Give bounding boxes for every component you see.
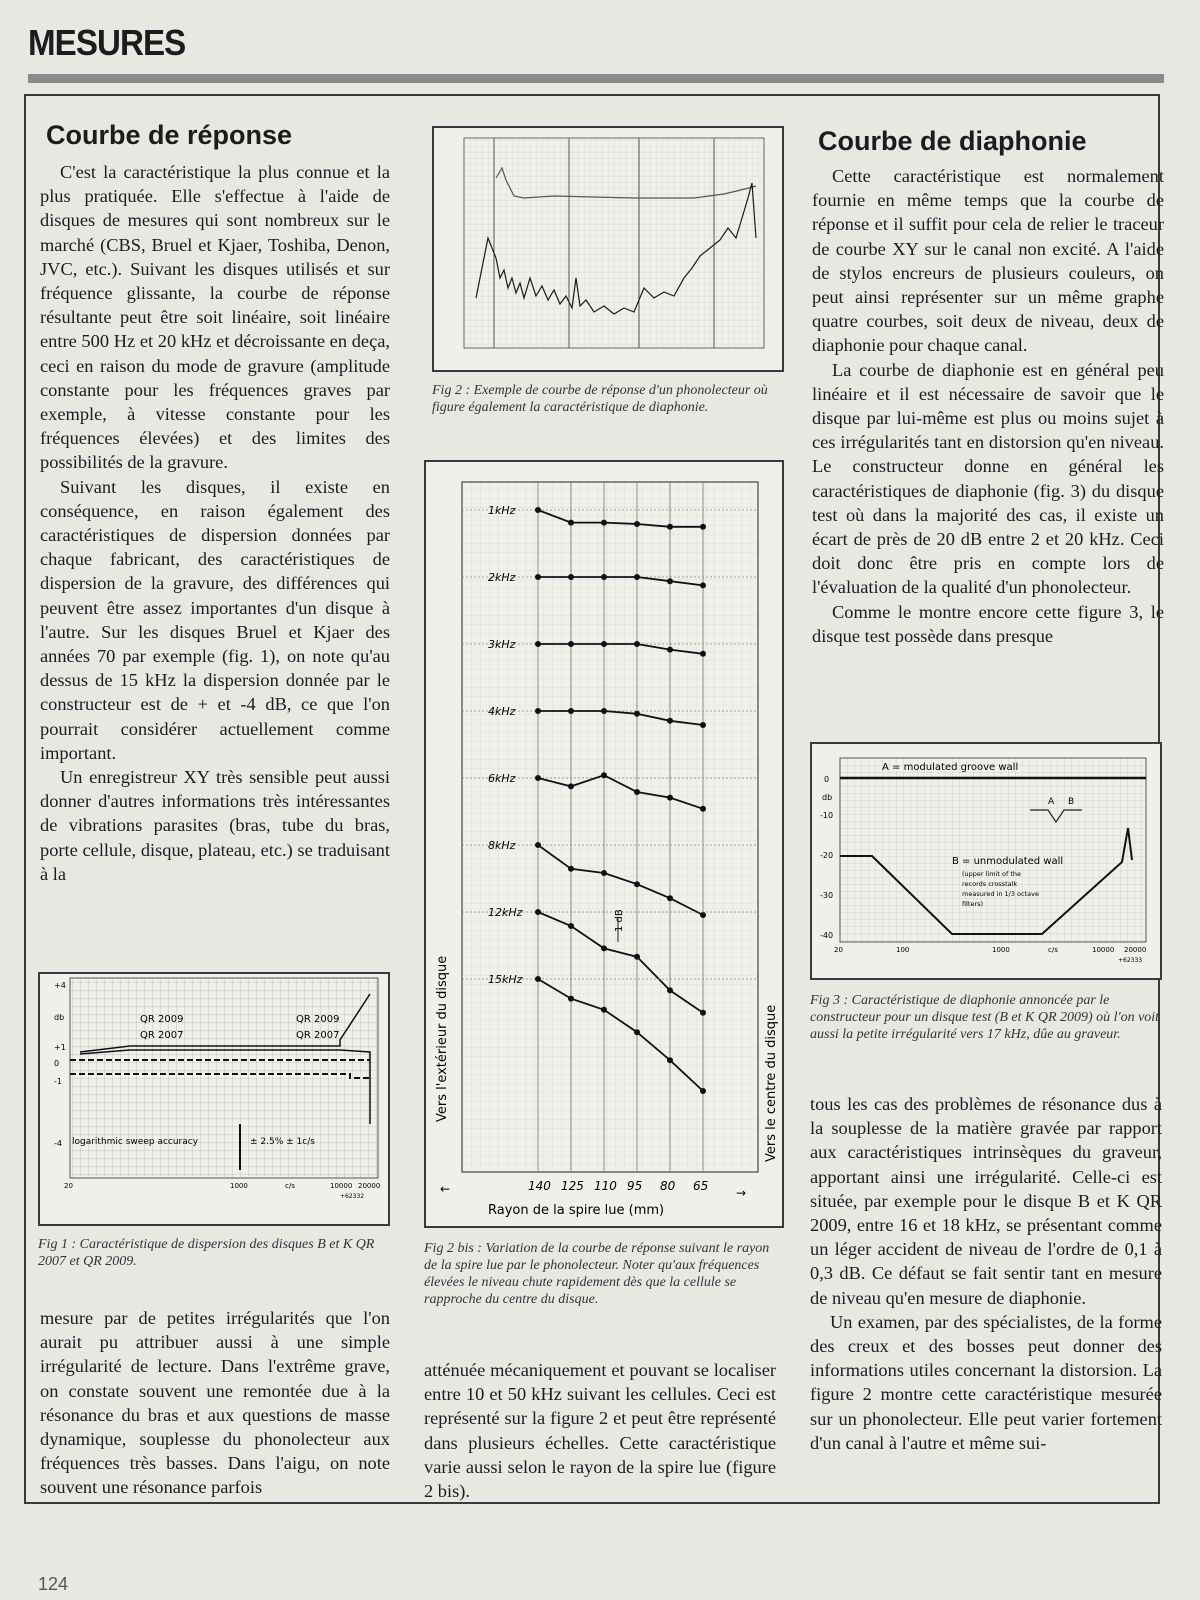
left-paragraph: Un enregistreur XY très sensible peut aussi donner d'autres informations très intéressantes de vibrations parasites (bras, tube du bras, porte cellule, disque, plateau, etc.) se traduisant à la [40,767,390,884]
fig2bis-data-point [568,641,574,647]
fig3-ytick: -30 [820,891,834,900]
figure-2bis-caption: Fig 2 bis : Variation de la courbe de réponse suivant le rayon de la spire lue par le phonolecteur. Noter qu'aux fréquences élevées le niveau chute rapidement dès que la cellule se rapproche du centre du disque. [424,1241,770,1307]
fig1-xtick: 1000 [230,1182,248,1190]
right-paragraph: Comme le montre encore cette figure 3, le disque test possède dans presque [812,601,1164,646]
page-number: 124 [38,1574,69,1594]
right-paragraph: Cette caractéristique est normalement fournie en même temps que la courbe de réponse et il suffit pour cela de relier le traceur de courbe XY sur le canal non excité. A l'aide de stylos encreurs de plusieurs couleurs, on peut ainsi représenter sur un même graphe quatre courbes, soit deux de niveau, deux de diaphonie pour chaque canal. [812,166,1164,356]
header-rule [28,74,1164,83]
fig2bis-data-point [700,524,706,530]
fig2bis-series-label: 8kHz [488,839,516,852]
fig2bis-series-label: 3kHz [488,638,516,651]
fig2bis-xtick: 140 [528,1179,551,1193]
fig2bis-data-point [535,574,541,580]
fig2bis-data-point [634,574,640,580]
fig1-label-qr2007-right: QR 2007 [296,1030,340,1041]
fig2bis-data-point [634,641,640,647]
fig2bis-right-arrow: → [736,1186,747,1200]
fig2bis-series-label: 2kHz [488,571,516,584]
fig2bis-data-point [634,881,640,887]
fig3-ref: +62333 [1118,957,1143,964]
right-column-text [812,164,1164,648]
fig2bis-data-point [535,641,541,647]
fig2bis-left-label: Vers l'extérieur du disque [435,955,450,1122]
fig2bis-data-point [535,775,541,781]
fig2bis-data-point [634,521,640,527]
fig2bis-data-point [700,722,706,728]
fig2bis-x-label: Rayon de la spire lue (mm) [488,1203,665,1218]
fig2bis-grid [462,482,758,1172]
fig1-tol-label: ± 2.5% ± 1c/s [250,1137,315,1147]
fig3-ab: A [1048,797,1055,807]
fig3-ytick: db [822,793,833,802]
fig2bis-data-point [700,651,706,657]
fig2bis-data-point [568,866,574,872]
figure-2bis [424,460,784,1228]
fig1-ytick: -4 [54,1139,62,1148]
fig1-label-qr2009-right: QR 2009 [296,1014,340,1025]
right-continuation [810,1092,1162,1455]
fig2bis-series-label: 15kHz [488,973,523,986]
fig1-ytick: -1 [54,1077,62,1086]
fig1-xtick: 20 [64,1182,73,1190]
fig3-ytick: -10 [820,811,834,820]
fig2bis-series-label: 4kHz [488,705,516,718]
figure-2 [432,126,784,372]
fig3-ytick: 0 [824,775,830,784]
fig2bis-data-point [667,718,673,724]
figure-3-caption: Fig 3 : Caractéristique de diaphonie annoncée par le constructeur pour un disque test (B et K QR 2009) où l'on voit aussi la petite irrégularité vers 17 kHz, dûe au graveur. [810,993,1160,1042]
fig2bis-data-point [667,578,673,584]
fig3-xtick: 20000 [1124,946,1147,954]
fig1-ytick: 0 [54,1059,60,1068]
right-continuation-text: tous les cas des problèmes de résonance dus à la souplesse de la matière gravée par rapport aux caractéristiques intrinsèques du graveur, apportant ainsi une irrégularité. Celle-ci est située, par exemple pour le disque B et K QR 2009, entre 16 et 18 kHz, se présentant comme un léger accident de niveau de l'ordre de 0,1 à 0,3 dB. Ce défaut se fait sentir tant en mesure de niveau qu'en mesure de diaphonie. [810,1094,1162,1308]
fig2bis-data-point [634,711,640,717]
left-paragraph: Suivant les disques, il existe en conséquence, en raison également des caractéristiques de dispersion données par chaque fabricant, des caractéristiques de dispersion de la gravure, des différences qui peuvent être assez importantes d'un disque à l'autre. Sur les disques Bruel et Kjaer des années 70 par exemple (fig. 1), on note qu'au dessus de 15 kHz la dispersion donnée par le constructeur est de + et -4 dB, ce que l'on pourrait considérer actuellement comme important. [40,476,390,763]
fig3-note: measured in 1/3 octave [962,890,1039,898]
figure-1-caption: Fig 1 : Caractéristique de dispersion des disques B et K QR 2007 et QR 2009. [38,1237,375,1269]
fig1-label-qr2007: QR 2007 [140,1030,184,1041]
fig2bis-data-point [601,520,607,526]
fig1-xtick: 10000 [330,1182,353,1190]
fig2bis-data-point [601,641,607,647]
figure-3-chart [812,744,1160,978]
fig2bis-data-point [535,909,541,915]
middle-continuation [424,1358,776,1503]
fig1-xtick: 20000 [358,1182,381,1190]
figure-2-chart [434,128,782,370]
fig2bis-xtick: 125 [561,1179,584,1193]
fig3-note: records crosstalk [962,880,1018,888]
figure-2-caption: Fig 2 : Exemple de courbe de réponse d'un phonolecteur où figure également la caractéristique de diaphonie. [432,383,768,415]
fig2bis-data-point [535,976,541,982]
fig2bis-xtick: 65 [693,1179,709,1193]
fig2bis-data-point [601,1007,607,1013]
fig2bis-data-point [535,708,541,714]
fig2bis-data-point [601,945,607,951]
fig1-ytick: +4 [54,981,66,990]
fig3-label-a: A = modulated groove wall [882,762,1019,773]
fig2bis-data-point [700,912,706,918]
figure-1-chart [40,974,388,1224]
fig3-xtick: 10000 [1092,946,1115,954]
fig2bis-data-point [667,795,673,801]
figure-3 [810,742,1162,980]
middle-continuation-text: atténuée mécaniquement et pouvant se localiser entre 10 et 50 kHz suivant les cellules. Ceci est représenté sur la figure 2 et peut être représenté dans plusieurs échelles. Cette caractéristique varie aussi selon le rayon de la spire lue (figure 2 bis). [424,1360,776,1502]
fig2-grid [464,138,764,348]
fig3-ab: B [1068,797,1075,807]
fig2bis-data-point [568,708,574,714]
fig3-xtick: 1000 [992,946,1010,954]
fig2bis-data-point [700,806,706,812]
fig2bis-data-point [535,842,541,848]
fig1-xtick: c/s [285,1182,295,1190]
fig2bis-data-point [700,1088,706,1094]
fig1-grid [70,978,378,1178]
fig2bis-xtick: 95 [627,1179,643,1193]
fig2bis-data-point [667,1057,673,1063]
figure-1 [38,972,390,1226]
fig2bis-data-point [667,987,673,993]
fig3-xtick: 100 [896,946,910,954]
fig2bis-data-point [568,996,574,1002]
fig2bis-left-arrow: ← [440,1182,451,1196]
right-title: Courbe de diaphonie [818,126,1087,156]
fig2bis-data-point [568,574,574,580]
fig2bis-data-point [667,647,673,653]
fig2bis-data-point [568,923,574,929]
fig3-ytick: -40 [820,931,834,940]
fig2bis-data-point [700,582,706,588]
fig2bis-data-point [700,1010,706,1016]
fig3-note: (upper limit of the [962,870,1022,878]
fig2bis-data-point [601,708,607,714]
left-continuation-text: mesure par de petites irrégularités que l'on aurait pu attribuer aussi à une simple irrégularité de lecture. Dans l'extrême grave, on constate souvent une remontée due à la résonance du bras et aux questions de masse dynamique, souplesse du phonolecteur aux fréquences très basses. Dans l'aigu, on note souvent une résonance parfois [40,1308,390,1498]
fig2bis-data-point [667,895,673,901]
fig2bis-data-point [601,574,607,580]
right-paragraph: La courbe de diaphonie est en général peu linéaire et il est nécessaire de savoir que le disque par lui-même est plus ou moins sujet à ces irrégularités tant en distorsion qu'en niveau. Le constructeur donne en général les caractéristiques de diaphonie (fig. 3) du disque test où dans la majorité des cas, il existe un écart de près de 20 dB entre 2 et 20 kHz. Ceci doit donc être pris en compte lors de l'évaluation de la qualité d'un phonolecteur. [812,359,1164,598]
fig3-note: filters) [962,900,984,908]
fig1-ytick: +1 [54,1043,66,1052]
left-column-text [40,160,390,950]
fig3-xtick: c/s [1048,946,1058,954]
fig1-label-qr2009: QR 2009 [140,1014,184,1025]
fig1-sweep-label: logarithmic sweep accuracy [72,1137,199,1147]
left-title: Courbe de réponse [46,120,293,150]
fig2bis-data-point [601,772,607,778]
section-header: MESURES [28,22,186,63]
left-continuation [40,1306,390,1500]
fig2bis-data-point [667,524,673,530]
fig2bis-series-label: 6kHz [488,772,516,785]
fig2bis-series-label: 1kHz [488,504,516,517]
fig3-xtick: 20 [834,946,843,954]
fig3-grid [840,758,1146,942]
fig2bis-series-label: 12kHz [488,906,523,919]
fig2bis-data-point [568,783,574,789]
fig2bis-xtick: 80 [660,1179,676,1193]
fig2bis-data-point [634,954,640,960]
left-paragraph: C'est la caractéristique la plus connue et la plus pratiquée. Elle s'effectue à l'aide de disques de mesures qui sont nombreux sur le marché (CBS, Bruel et Kjaer, Toshiba, Denon, JVC, etc.). Suivant les disques utilisés et sur fréquence glissante, la courbe de réponse résultante peut être soit linéaire, soit linéaire entre 500 Hz et 20 kHz et décroissante en deça, ceci en raison du mode de gravure (amplitude constante pour les fréquences graves par exemple, à vitesse constante pour les fréquences élevées) et des limites des possibilités de la gravure. [40,162,390,473]
fig2bis-data-point [601,870,607,876]
fig3-ytick: -20 [820,851,834,860]
fig3-label-b: B = unmodulated wall [952,856,1064,867]
fig2bis-data-point [535,507,541,513]
fig2bis-data-point [634,789,640,795]
fig1-ref: +62332 [340,1193,365,1200]
fig2bis-xtick: 110 [594,1179,617,1193]
figure-2bis-chart [426,462,782,1226]
fig2bis-data-point [634,1029,640,1035]
fig2bis-scale-note: 1 dB [614,909,625,932]
fig2bis-right-label: Vers le centre du disque [764,1004,779,1162]
fig2bis-data-point [568,520,574,526]
fig1-ytick: db [54,1013,65,1022]
right-continuation-text: Un examen, par des spécialistes, de la forme des creux et des bosses peut donner des informations utiles concernant la distorsion. La figure 2 montre cette caractéristique mesurée sur un phonolecteur. Elle peut varier fortement d'un canal à l'autre et même sui- [810,1311,1162,1453]
